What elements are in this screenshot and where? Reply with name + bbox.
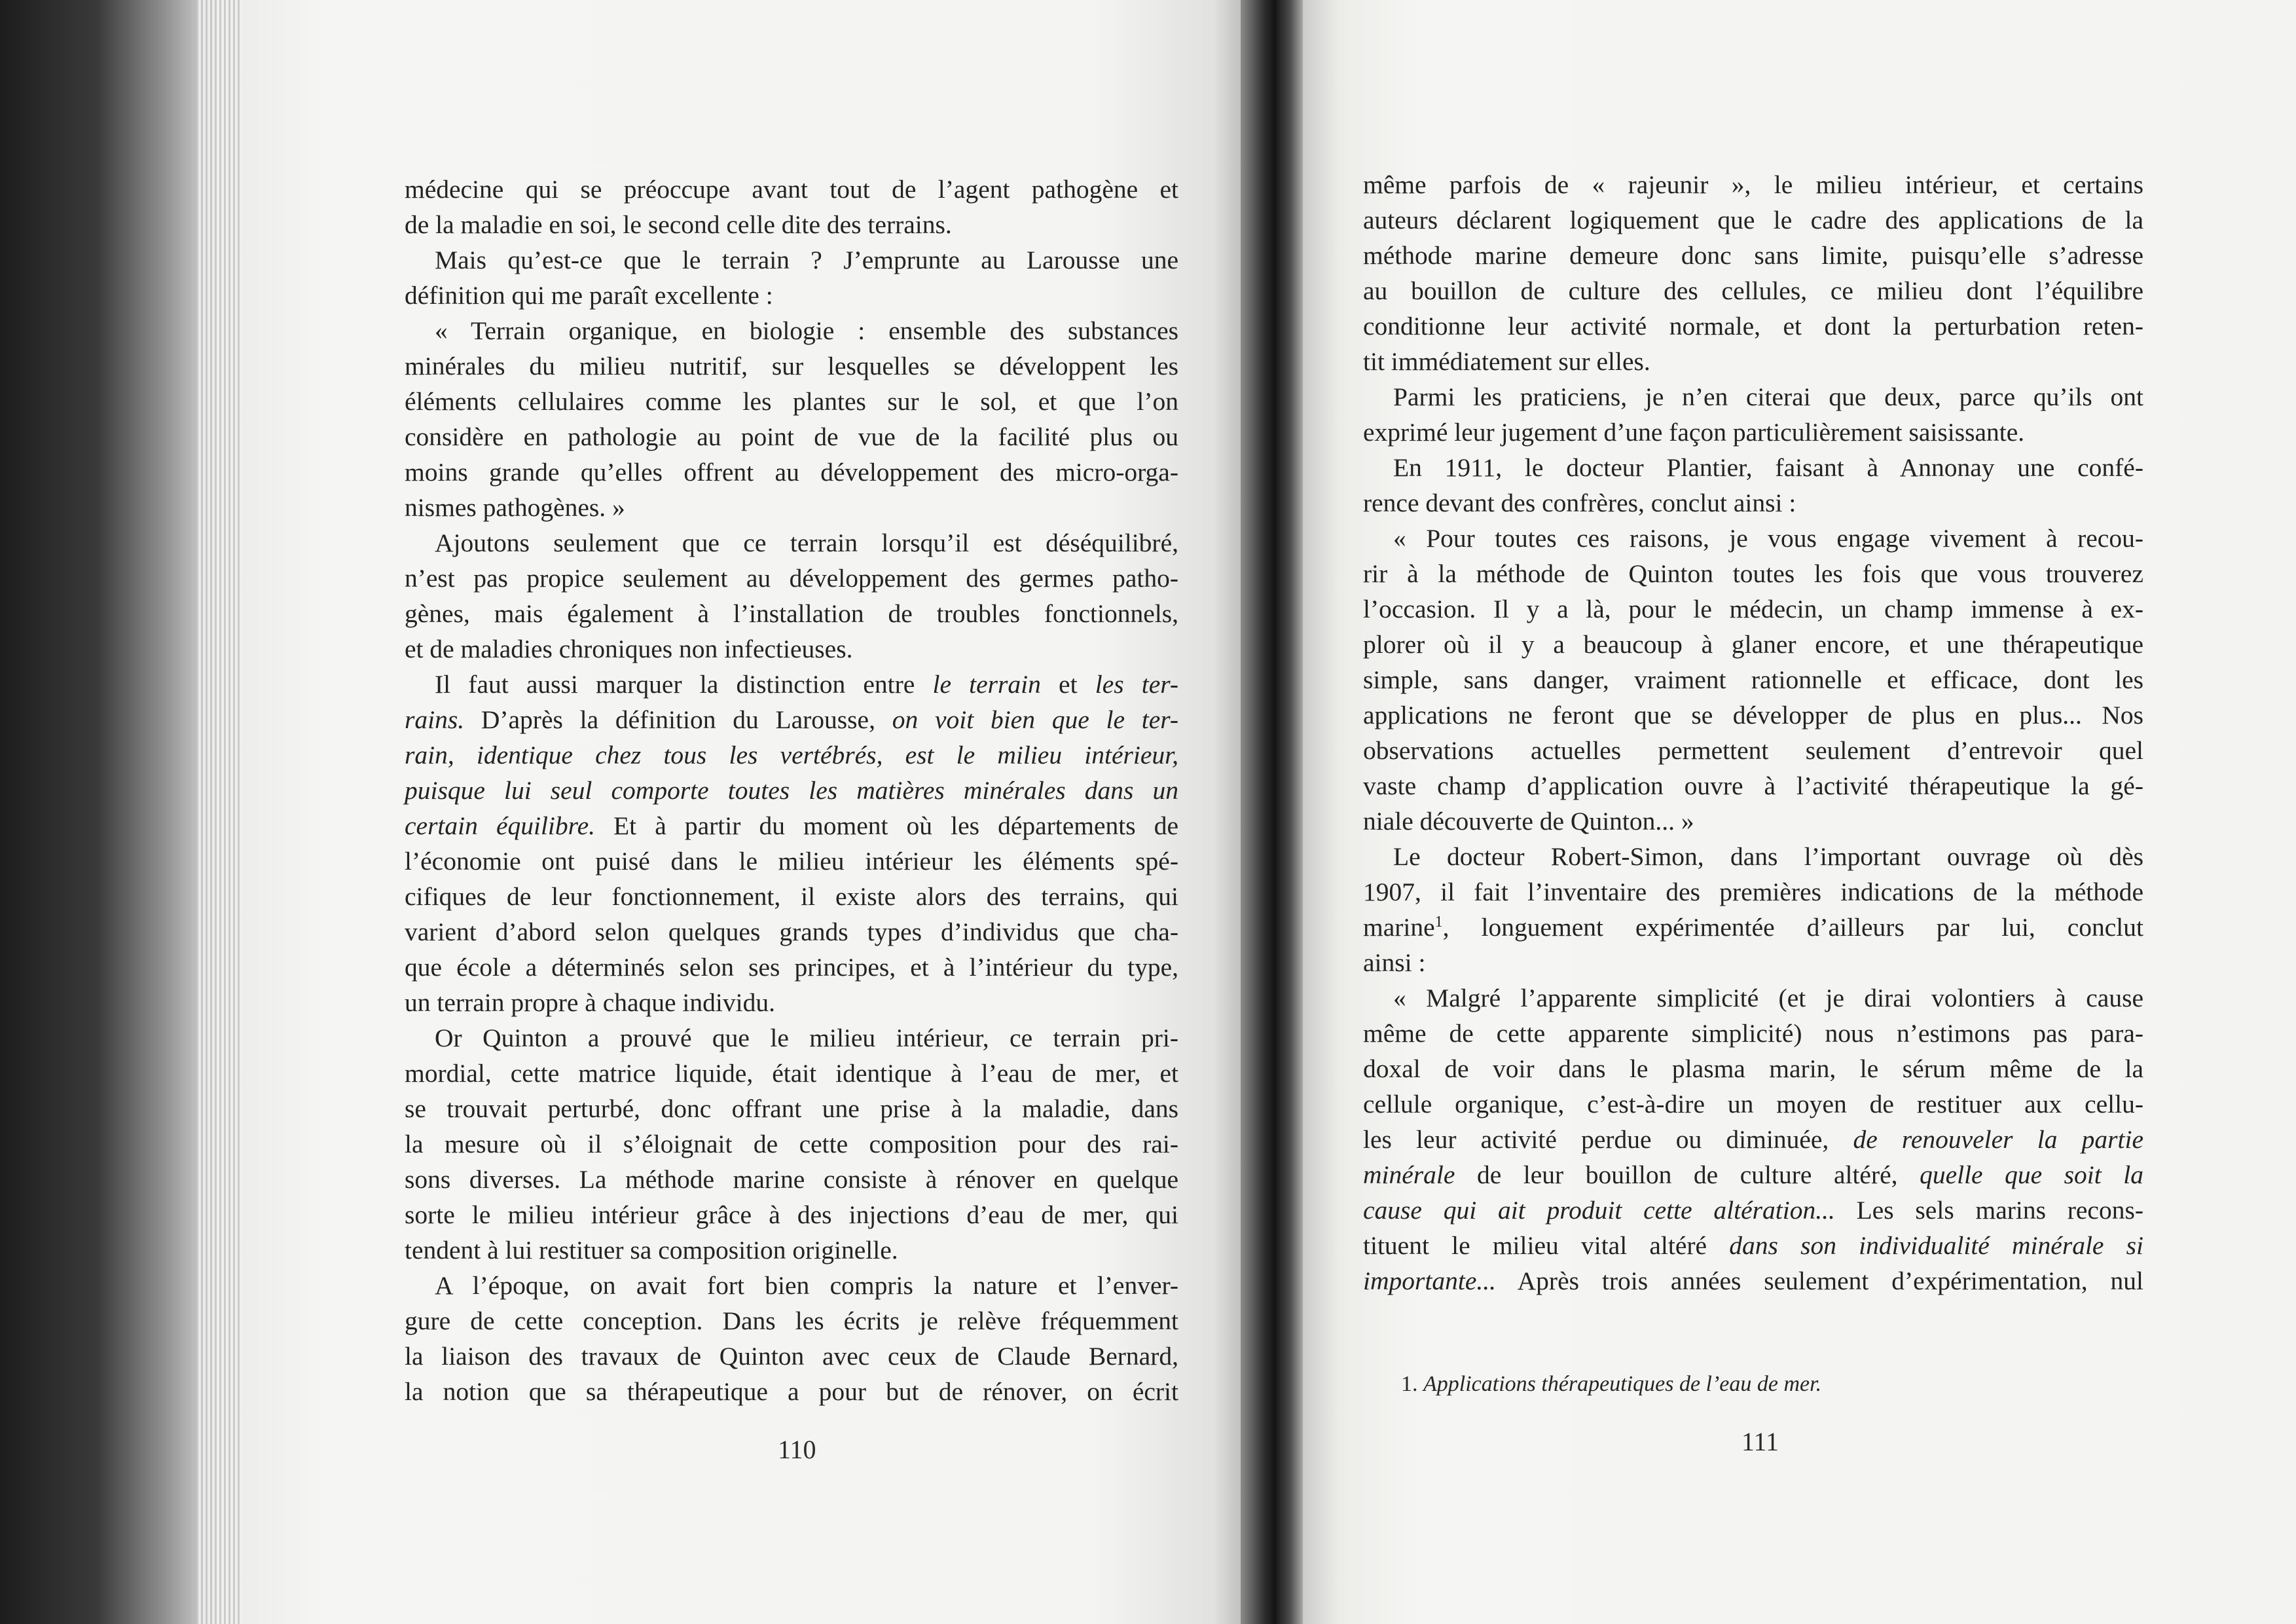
text-line: sorte le milieu intérieur grâce à des injections d’eau de mer, qui <box>405 1200 1178 1229</box>
text-line: même de cette apparente simplicité) nous n’estimons pas para- <box>1363 1019 2143 1048</box>
text-line: Il faut aussi marquer la distinction entre le terrain et les ter- <box>435 670 1178 699</box>
text-line: gènes, mais également à l’installation de troubles fonctionnels, <box>405 599 1178 628</box>
text-line: médecine qui se préoccupe avant tout de l’agent pathogène et <box>405 175 1178 204</box>
text-line: et de maladies chroniques non infectieuses. <box>405 635 853 663</box>
text-line: certain équilibre. Et à partir du moment où les départements de <box>405 811 1178 840</box>
text-line: 1907, il fait l’inventaire des premières indications de la méthode <box>1363 877 2143 906</box>
text-line: applications ne feront que se développer de plus en plus... Nos <box>1363 701 2143 729</box>
text-line: simple, sans danger, vraiment rationnelle et efficace, dont les <box>1363 665 2143 694</box>
text-line: les leur activité perdue ou diminuée, de renouveler la partie <box>1363 1125 2143 1154</box>
text-line: « Pour toutes ces raisons, je vous engage vivement à recou- <box>1393 524 2143 553</box>
text-line: la liaison des travaux de Quinton avec ceux de Claude Bernard, <box>405 1342 1178 1371</box>
text-line: conditionne leur activité normale, et dont la perturbation reten- <box>1363 312 2143 341</box>
text-line: n’est pas propice seulement au développement des germes patho- <box>405 564 1178 593</box>
text-line: rains. D’après la définition du Larousse, on voit bien que le ter- <box>405 705 1178 734</box>
page-number-right: 111 <box>1741 1427 1779 1456</box>
text-line: cause qui ait produit cette altération... Les sels marins recons- <box>1363 1196 2143 1225</box>
page-number-left: 110 <box>778 1435 816 1464</box>
text-line: niale découverte de Quinton... » <box>1363 807 1694 836</box>
text-line: l’économie ont puisé dans le milieu intérieur les éléments spé- <box>405 847 1178 876</box>
left-page-text <box>405 172 1178 1409</box>
text-line: importante... Après trois années seulement d’expérimentation, nul <box>1363 1266 2143 1295</box>
text-line: Ajoutons seulement que ce terrain lorsqu’il est déséquilibré, <box>435 528 1178 557</box>
text-line: rence devant des confrères, conclut ainsi : <box>1363 489 1796 517</box>
text-line: Mais qu’est-ce que le terrain ? J’emprunte au Larousse une <box>435 246 1178 274</box>
text-line: moins grande qu’elles offrent au développement des micro-orga- <box>405 458 1178 487</box>
text-line: varient d’abord selon quelques grands types d’individus que cha- <box>405 917 1178 946</box>
text-line: doxal de voir dans le plasma marin, le sérum même de la <box>1363 1054 2143 1083</box>
text-line: considère en pathologie au point de vue de la facilité plus ou <box>405 422 1178 451</box>
text-line: la notion que sa thérapeutique a pour but de rénover, on écrit <box>405 1377 1178 1406</box>
text-line: Parmi les praticiens, je n’en citerai que deux, parce qu’ils ont <box>1393 382 2143 411</box>
text-line: se trouvait perturbé, donc offrant une prise à la maladie, dans <box>405 1094 1178 1123</box>
book-gutter <box>1241 0 1303 1624</box>
text-line: la mesure où il s’éloignait de cette composition pour des rai- <box>405 1130 1178 1158</box>
text-line: au bouillon de culture des cellules, ce milieu dont l’équilibre <box>1363 276 2143 305</box>
text-line: rir à la méthode de Quinton toutes les fois que vous trouverez <box>1363 559 2143 588</box>
right-page-text <box>1363 167 2143 1299</box>
text-line: mordial, cette matrice liquide, était identique à l’eau de mer, et <box>405 1059 1178 1088</box>
text-line: même parfois de « rajeunir », le milieu intérieur, et certains <box>1363 170 2143 199</box>
text-line: éléments cellulaires comme les plantes sur le sol, et que l’on <box>405 387 1178 416</box>
text-line: l’occasion. Il y a là, pour le médecin, un champ immense à ex- <box>1363 595 2143 623</box>
text-line: minérales du milieu nutritif, sur lesquelles se développent les <box>405 352 1178 380</box>
text-line: de la maladie en soi, le second celle dite des terrains. <box>405 210 952 239</box>
text-line: tit immédiatement sur elles. <box>1363 347 1650 376</box>
text-line: un terrain propre à chaque individu. <box>405 988 775 1017</box>
text-line: nismes pathogènes. » <box>405 493 625 522</box>
footnote-ref: 1 <box>1434 913 1443 931</box>
text-line: marine$^1$, longuement expérimentée d’ailleurs par lui, conclut <box>1363 913 2143 942</box>
text-line: gure de cette conception. Dans les écrits je relève fréquemment <box>405 1306 1178 1335</box>
text-line: exprimé leur jugement d’une façon particulièrement saisissante. <box>1363 418 2025 447</box>
footnote: 1. Applications thérapeutiques de l’eau de mer. <box>1401 1372 1822 1396</box>
text-line: rain, identique chez tous les vertébrés, est le milieu intérieur, <box>405 741 1178 769</box>
text-line: En 1911, le docteur Plantier, faisant à Annonay une confé- <box>1393 453 2143 482</box>
text-line: plorer où il y a beaucoup à glaner encore, et une thérapeutique <box>1363 630 2143 659</box>
text-line: tituent le milieu vital altéré dans son individualité minérale si <box>1363 1231 2143 1260</box>
text-line: puisque lui seul comporte toutes les matières minérales dans un <box>405 776 1178 805</box>
scanner-shadow <box>0 0 216 1624</box>
text-line: observations actuelles permettent seulement d’entrevoir quel <box>1363 736 2143 765</box>
text-line: que école a déterminés selon ses principes, et à l’intérieur du type, <box>405 953 1178 982</box>
text-line: minérale de leur bouillon de culture altéré, quelle que soit la <box>1363 1160 2144 1189</box>
text-line: ainsi : <box>1363 948 1426 977</box>
text-line: vaste champ d’application ouvre à l’activité thérapeutique la gé- <box>1363 771 2143 800</box>
text-line: A l’époque, on avait fort bien compris la nature et l’enver- <box>435 1271 1178 1300</box>
text-line: auteurs déclarent logiquement que le cadre des applications de la <box>1363 206 2143 234</box>
page-edges <box>196 0 249 1624</box>
text-line: Le docteur Robert-Simon, dans l’important ouvrage où dès <box>1393 842 2143 871</box>
text-line: sons diverses. La méthode marine consiste à rénover en quelque <box>405 1165 1178 1194</box>
text-line: « Malgré l’apparente simplicité (et je dirai volontiers à cause <box>1393 984 2143 1012</box>
text-line: méthode marine demeure donc sans limite, puisqu’elle s’adresse <box>1363 241 2143 270</box>
text-line: cifiques de leur fonctionnement, il existe alors des terrains, qui <box>405 882 1178 911</box>
text-line: Or Quinton a prouvé que le milieu intérieur, ce terrain pri- <box>435 1024 1178 1052</box>
text-line: définition qui me paraît excellente : <box>405 281 773 310</box>
text-line: « Terrain organique, en biologie : ensemble des substances <box>435 316 1178 345</box>
text-line: cellule organique, c’est-à-dire un moyen de restituer aux cellu- <box>1363 1090 2143 1118</box>
text-line: tendent à lui restituer sa composition originelle. <box>405 1236 898 1264</box>
